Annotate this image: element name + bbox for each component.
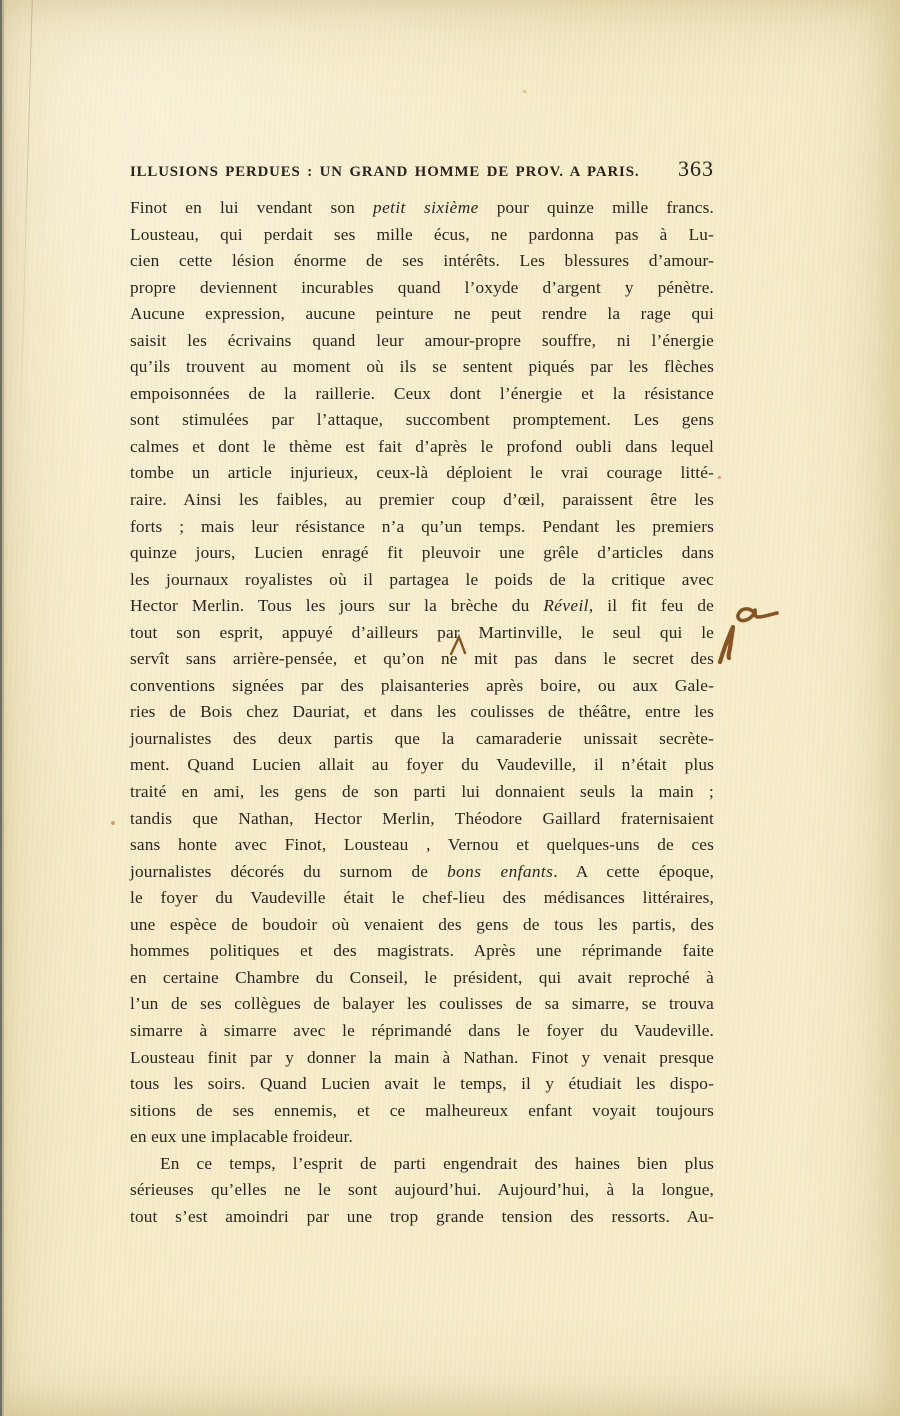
text-line: Lousteau, qui perdait ses mille écus, ne pardonna pas à Lu- [130, 224, 714, 244]
text-line: sont stimulées par l’attaque, succombent promptement. Les gens [130, 410, 714, 430]
text-line: journalistes décorés du surnom de bons enfants. A cette époque, [130, 861, 714, 881]
text-line: hommes politiques et des magistrats. Après une réprimande faite [130, 941, 714, 961]
handwritten-insertion-mark [710, 596, 782, 672]
text-line: ment. Quand Lucien allait au foyer du Vaudeville, il n’était plus [130, 755, 714, 775]
text-line: conventions signées par des plaisanteries après boire, ou aux Gale- [130, 675, 714, 695]
text-line: tandis que Nathan, Hector Merlin, Théodore Gaillard fraternisaient [130, 808, 714, 828]
text-line: En ce temps, l’esprit de parti engendrait des haines bien plus [160, 1153, 714, 1173]
text-line: servît sans arrière-pensée, et qu’on ne mit pas dans le secret des [130, 649, 714, 669]
text-line: simarre à simarre avec le réprimandé dans le foyer du Vaudeville. [130, 1020, 714, 1040]
running-title: ILLUSIONS PERDUES : UN GRAND HOMME DE PROV. A PARIS. [130, 164, 640, 180]
text-line: cien cette lésion énorme de ses intérêts. Les blessures d’amour- [130, 251, 714, 271]
text-line: raire. Ainsi les faibles, au premier coup d’œil, paraissent être les [130, 490, 714, 510]
text-line: saisit les écrivains quand leur amour-propre souffre, ni l’énergie [130, 330, 714, 350]
text-line: en eux une implacable froideur. [130, 1127, 353, 1147]
underlying-page-edge [18, 0, 33, 492]
scan-left-edge [0, 0, 7, 1416]
paper-speck [111, 821, 115, 825]
text-line: Lousteau finit par y donner la main à Nathan. Finot y venait presque [130, 1047, 714, 1067]
text-line: en certaine Chambre du Conseil, le président, qui avait reproché à [130, 967, 714, 987]
page-content [130, 156, 714, 1230]
text-line: le foyer du Vaudeville était le chef-lieu des médisances littéraires, [130, 888, 714, 908]
text-line: tout s’est amoindri par une trop grande tension des ressorts. Au- [130, 1206, 714, 1226]
text-line: les journaux royalistes où il partagea le poids de la critique avec [130, 569, 714, 589]
text-line: tout son esprit, appuyé d’ailleurs par Martinville, le seul qui le [130, 622, 714, 642]
text-line: empoisonnées de la raillerie. Ceux dont l’énergie et la résistance [130, 383, 714, 403]
text-line: une espèce de boudoir où venaient des gens de tous les partis, des [130, 914, 714, 934]
text-line: sans honte avec Finot, Lousteau , Vernou et quelques-uns de ces [130, 835, 714, 855]
text-block [130, 195, 714, 1230]
text-line: Finot en lui vendant son petit sixième pour quinze mille francs. [130, 198, 714, 217]
paper-speck [718, 476, 721, 479]
text-line: calmes et dont le thème est fait d’après le profond oubli dans lequel [130, 436, 714, 456]
text-line: journalistes des deux partis que la camaraderie unissait secrète- [130, 728, 714, 748]
text-line: Aucune expression, aucune peinture ne peut rendre la rage qui [130, 304, 714, 324]
text-line: traité en ami, les gens de son parti lui donnaient seuls la main ; [130, 782, 714, 802]
text-line: tombe un article injurieux, ceux-là déploient le vrai courage litté- [130, 463, 714, 483]
text-line: sérieuses qu’elles ne le sont aujourd’hui. Aujourd’hui, à la longue, [130, 1180, 714, 1200]
page-number: 363 [678, 156, 714, 181]
text-line: l’un de ses collègues de balayer les coulisses de sa simarre, se trouva [130, 994, 714, 1014]
text-line: forts ; mais leur résistance n’a qu’un temps. Pendant les premiers [130, 516, 714, 536]
text-line: quinze jours, Lucien enragé fit pleuvoir une grêle d’articles dans [130, 543, 714, 563]
text-line: propre deviennent incurables quand l’oxyde d’argent y pénètre. [130, 277, 714, 297]
text-line: qu’ils trouvent au moment où ils se sentent piqués par les flèches [130, 357, 714, 377]
text-line: ries de Bois chez Dauriat, et dans les coulisses de théâtre, entre les [130, 702, 714, 722]
paper-speck [523, 90, 526, 93]
running-header [130, 156, 714, 182]
text-line: tous les soirs. Quand Lucien avait le temps, il y étudiait les dispo- [130, 1074, 714, 1094]
text-line: Hector Merlin. Tous les jours sur la brèche du Réveil, il fit feu de [130, 596, 714, 616]
text-line: sitions de ses ennemis, et ce malheureux enfant voyait toujours [130, 1100, 714, 1120]
